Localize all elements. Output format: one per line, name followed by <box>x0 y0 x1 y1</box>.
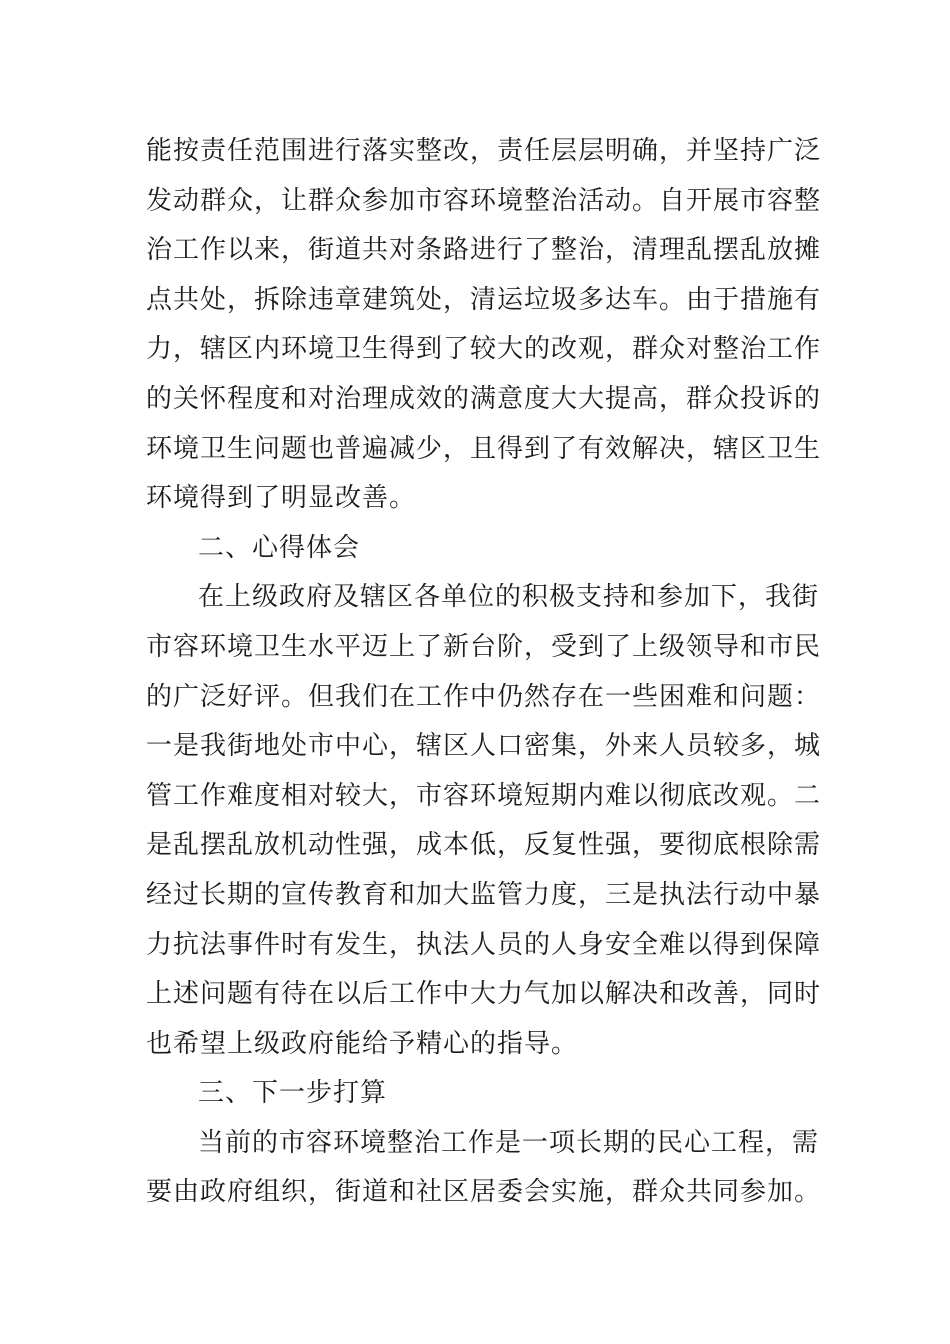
text-line: 的关怀程度和对治理成效的满意度大大提高，群众投诉的 <box>146 383 822 414</box>
text-line: 也希望上级政府能给予精心的指导。 <box>146 1028 579 1059</box>
body-text <box>146 127 822 1218</box>
text-line: 环境卫生问题也普遍减少，且得到了有效解决，辖区卫生 <box>146 433 822 464</box>
text-line: 是乱摆乱放机动性强，成本低，反复性强，要彻底根除需 <box>146 830 822 861</box>
section-heading-2: 二、心得体会 <box>198 532 361 563</box>
text-line: 一是我街地处市中心，辖区人口密集，外来人员较多，城 <box>146 731 822 762</box>
text-line: 能按责任范围进行落实整改，责任层层明确，并坚持广泛 <box>146 136 822 166</box>
text-line: 要由政府组织，街道和社区居委会实施，群众共同参加。 <box>146 1177 822 1208</box>
text-line: 管工作难度相对较大，市容环境短期内难以彻底改观。二 <box>146 780 822 811</box>
text-line: 力抗法事件时有发生，执法人员的人身安全难以得到保障 <box>146 929 822 960</box>
text-line: 市容环境卫生水平迈上了新台阶，受到了上级领导和市民 <box>146 631 822 662</box>
text-line: 环境得到了明显改善。 <box>146 483 417 514</box>
text-line: 治工作以来，街道共对条路进行了整治，清理乱摆乱放摊 <box>146 235 822 266</box>
text-line: 上述问题有待在以后工作中大力气加以解决和改善，同时 <box>146 979 822 1010</box>
text-line: 经过长期的宣传教育和加大监管力度，三是执法行动中暴 <box>146 879 822 910</box>
text-line: 当前的市容环境整治工作是一项长期的民心工程，需 <box>198 1127 820 1158</box>
text-line: 发动群众，让群众参加市容环境整治活动。自开展市容整 <box>146 185 822 216</box>
section-heading-3: 三、下一步打算 <box>198 1078 388 1109</box>
text-line: 的广泛好评。但我们在工作中仍然存在一些困难和问题： <box>146 681 822 712</box>
text-line: 力，辖区内环境卫生得到了较大的改观，群众对整治工作 <box>146 334 822 365</box>
text-line: 在上级政府及辖区各单位的积极支持和参加下，我街 <box>198 582 820 613</box>
text-line: 点共处，拆除违章建筑处，清运垃圾多达车。由于措施有 <box>146 284 822 315</box>
